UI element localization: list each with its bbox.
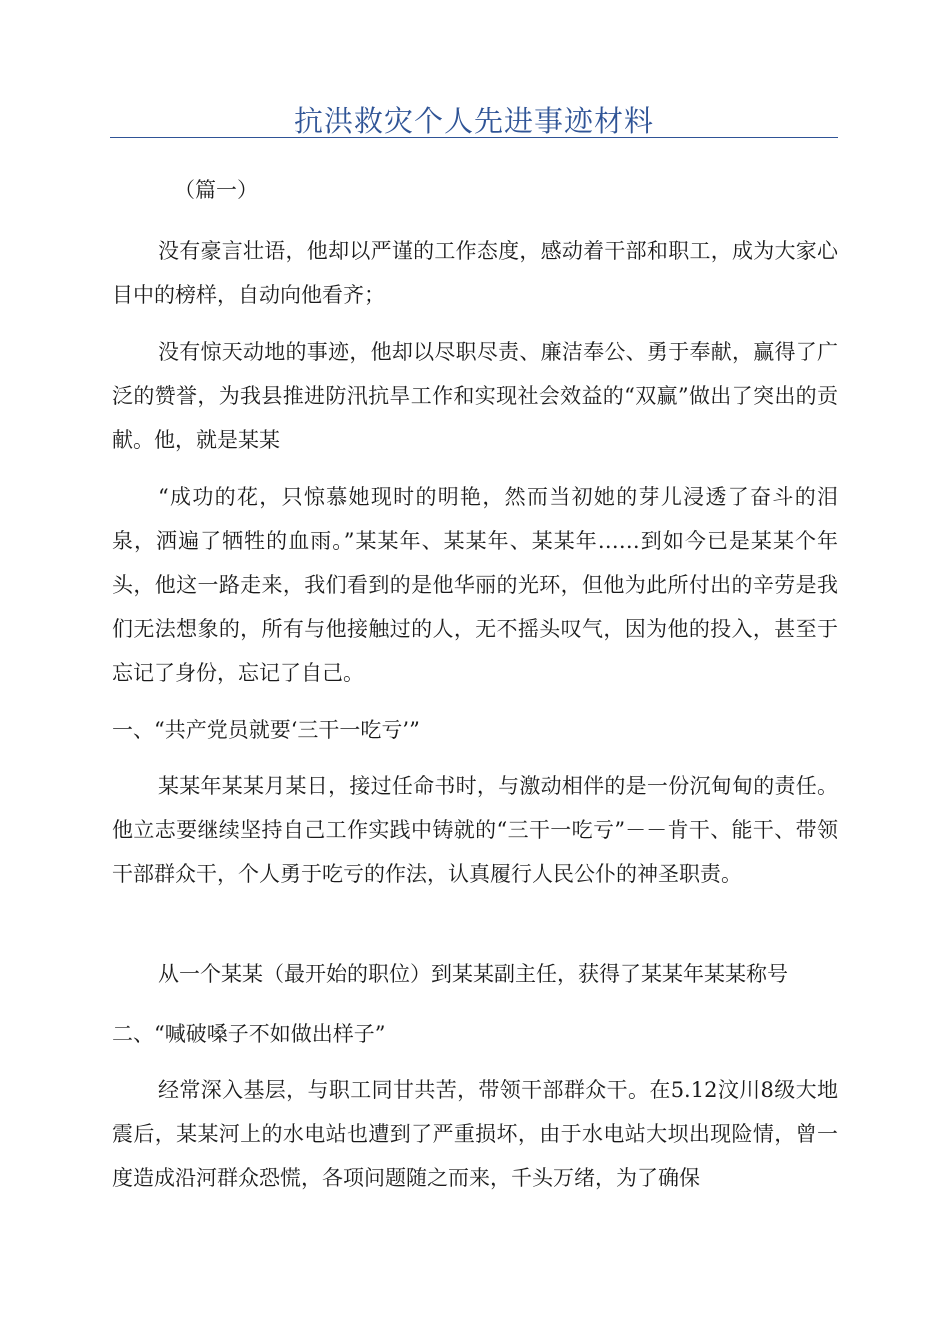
paragraph-6: 经常深入基层，与职工同甘共苦，带领干部群众干。在5.12汶川8级大地震后，某某河上的水电站也遭到了严重损坏，由于水电站大坝出现险情，曾一度造成沿河群众恐慌，各项问题随之而来，千头万绪，为了确保: [112, 1078, 838, 1190]
paragraph-4: 某某年某某月某日，接过任命书时，与激动相伴的是一份沉甸甸的责任。他立志要继续坚持自己工作实践中铸就的“三干一吃亏”－－肯干、能干、带领干部群众干，个人勇于吃亏的作法，认真履行人民公仆的神圣职责。: [112, 774, 838, 886]
section-heading-1: 一、“共产党员就要‘三干一吃亏’”: [112, 718, 420, 742]
section-label: （篇一）: [174, 178, 258, 202]
title-underline: [110, 137, 838, 138]
paragraph-5: 从一个某某（最开始的职位）到某某副主任，获得了某某年某某称号: [158, 962, 788, 986]
document-title: 抗洪救灾个人先进事迹材料: [293, 104, 654, 138]
section-heading-2: 二、“喊破嗓子不如做出样子”: [112, 1022, 386, 1046]
paragraph-1: 没有豪言壮语，他却以严谨的工作态度，感动着干部和职工，成为大家心目中的榜样，自动向他看齐；: [112, 239, 838, 307]
paragraph-2: 没有惊天动地的事迹，他却以尽职尽责、廉洁奉公、勇于奉献，赢得了广泛的赞誉，为我县推进防汛抗旱工作和实现社会效益的“双赢”做出了突出的贡献。他，就是某某: [112, 340, 838, 452]
paragraph-3: “成功的花，只惊慕她现时的明艳，然而当初她的芽儿浸透了奋斗的泪泉，洒遍了牺牲的血雨。”某某年、某某年、某某年……到如今已是某某个年头，他这一路走来，我们看到的是他华丽的光环，但他为此所付出的辛劳是我们无法想象的，所有与他接触过的人，无不摇头叹气，因为他的投入，甚至于忘记了身份，忘记了自己。: [112, 485, 838, 685]
